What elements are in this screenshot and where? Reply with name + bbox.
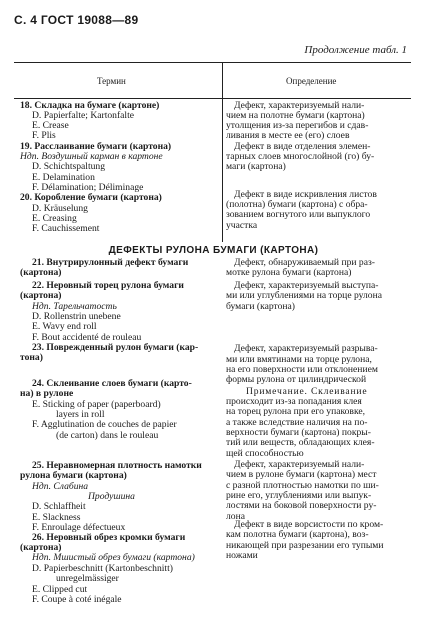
column-divider <box>222 62 223 242</box>
term-line: E. Clipped cut <box>32 584 88 595</box>
term-line: (картона) <box>20 267 62 278</box>
table-continuation-label: Продолжение табл. 1 <box>304 44 407 56</box>
term-line: Ндп. Воздушный карман в картоне <box>20 151 163 162</box>
term-line: 26. Неровный обрез кромки бумаги <box>32 532 186 543</box>
term-line: 24. Склеивание слоев бумаги (карто- <box>32 378 192 389</box>
term-line: F. Délamination; Déliminage <box>32 182 144 193</box>
definition-line: Дефект, обнаруживаемый при раз- <box>234 257 375 268</box>
term-line: unregelmässiger <box>56 573 119 584</box>
table-header-rule <box>14 98 411 99</box>
term-line: E. Wavy end roll <box>32 321 97 332</box>
definition-line: чием в рулоне бумаги (картона) мест <box>226 469 377 480</box>
term-line: 20. Коробление бумаги (картона) <box>20 192 162 203</box>
definition-line: ми или вмятинами на торце рулона, <box>226 354 372 365</box>
definition-line: участка <box>226 220 258 231</box>
term-line: E. Delamination <box>32 172 95 183</box>
definition-line: Дефект, характеризуемый нали- <box>234 100 365 111</box>
term-line: 21. Внутрирулонный дефект бумаги <box>32 257 189 268</box>
term-line: F. Agglutination de couches de papier <box>32 419 177 430</box>
definition-line: кам полотна бумаги (картона), воз- <box>226 529 369 540</box>
definition-line: лона <box>226 511 245 522</box>
term-line: E. Sticking of paper (paperboard) <box>32 399 161 410</box>
definition-line: ми или углублениями на торце рулона <box>226 290 382 301</box>
term-line: F. Cauchissement <box>32 223 100 234</box>
page-header-left: С. 4 ГОСТ 19088—89 <box>14 13 139 27</box>
term-line: 19. Расслаивание бумаги (картона) <box>20 141 172 152</box>
definition-line: формы рулона от цилиндрической <box>226 374 367 385</box>
term-line: D. Papierfalte; Kartonfalte <box>32 110 135 121</box>
definition-line: бумаги (картона) <box>226 301 296 312</box>
definition-line: (полотна) бумаги (картона) с обра- <box>226 199 368 210</box>
definition-line: щей способностью <box>226 448 304 459</box>
term-line: рулона бумаги (картона) <box>20 470 127 481</box>
definition-line: Дефект, характеризуемый нали- <box>234 459 365 470</box>
definition-line: тий или веществ, обладающих клея- <box>226 437 375 448</box>
term-line: D. Schichtspaltung <box>32 161 106 172</box>
definition-line: Дефект, характеризуемый разрыва- <box>234 343 378 354</box>
term-line: E. Creasing <box>32 213 77 224</box>
term-line: F. Plis <box>32 130 56 141</box>
term-line: Ндп. Тарельчатость <box>32 301 117 312</box>
definition-line: на его поверхности или отклонением <box>226 364 378 375</box>
definition-line: происходит из-за попадания клея <box>226 396 362 407</box>
term-line: на) в рулоне <box>20 388 74 399</box>
term-line: F. Coupe à coté inégale <box>32 594 122 605</box>
section-title: ДЕФЕКТЫ РУЛОНА БУМАГИ (КАРТОНА) <box>108 245 319 256</box>
term-line: тона) <box>20 352 43 363</box>
definition-line: никающей при разрезании его тупыми <box>226 540 384 551</box>
table-top-rule <box>14 62 411 63</box>
term-line: 25. Неравномерная плотность намотки <box>32 460 202 471</box>
term-line: Ндп. Слабина <box>32 481 89 492</box>
definition-line: тарных слоев многослойной (го) бу- <box>226 151 375 162</box>
definition-line: лостями на боковой поверхности ру- <box>226 500 377 511</box>
definition-line: верхности бумаги (картона) покры- <box>226 427 371 438</box>
term-line: D. Kräuselung <box>32 203 88 214</box>
definition-line: зованием вогнутого или выпуклого <box>226 209 371 220</box>
definition-line: с разной плотностью намотки по ши- <box>226 480 379 491</box>
term-line: Ндп. Мшистый обрез бумаги (картона) <box>32 552 195 563</box>
definition-line: утолщения из-за перегибов и сдав- <box>226 120 369 131</box>
column-header-definition: Определение <box>286 76 337 86</box>
term-line: F. Bout accidenté de rouleau <box>32 332 142 343</box>
definition-line: мотке рулона бумаги (картона) <box>226 267 352 278</box>
term-line: E. Crease <box>32 120 69 131</box>
term-line: D. Papierbeschnitt (Kartonbeschnitt) <box>32 563 173 574</box>
term-line: 22. Неровный торец рулона бумаги <box>32 280 184 291</box>
term-line: D. Schlaffheit <box>32 501 86 512</box>
term-line: Продушина <box>88 491 135 502</box>
term-line: F. Enroulage défectueux <box>32 522 126 533</box>
definition-line: маги (картона) <box>226 161 286 172</box>
term-line: E. Slackness <box>32 512 81 523</box>
term-line: (картона) <box>20 290 62 301</box>
definition-line: а также вследствие наличия на по- <box>226 417 368 428</box>
definition-line: Примечание. Склеивание <box>246 386 368 397</box>
term-line: D. Rollenstrin unebene <box>32 311 121 322</box>
definition-line: ливания в месте ее (его) слоев <box>226 130 350 141</box>
definition-line: на торец рулона при его упаковке, <box>226 406 366 417</box>
definition-line: Дефект в виде отделения элемен- <box>234 141 371 152</box>
definition-line: Дефект в виде искривления листов <box>234 189 377 200</box>
definition-line: рине его, углублениями или выпук- <box>226 490 372 501</box>
definition-line: чием на полотне бумаги (картона) <box>226 110 365 121</box>
term-line: 23. Поврежденный рулон бумаги (кар- <box>32 342 199 353</box>
term-line: (картона) <box>20 542 62 553</box>
column-header-term: Термин <box>97 76 126 86</box>
definition-line: Дефект, характеризуемый выступа- <box>234 280 379 291</box>
term-line: 18. Складка на бумаге (картоне) <box>20 100 160 111</box>
term-line: layers in roll <box>56 409 105 420</box>
term-line: (de carton) dans le rouleau <box>56 430 159 441</box>
definition-line: ножами <box>226 550 258 561</box>
definition-line: Дефект в виде ворсистости по кром- <box>234 519 384 530</box>
